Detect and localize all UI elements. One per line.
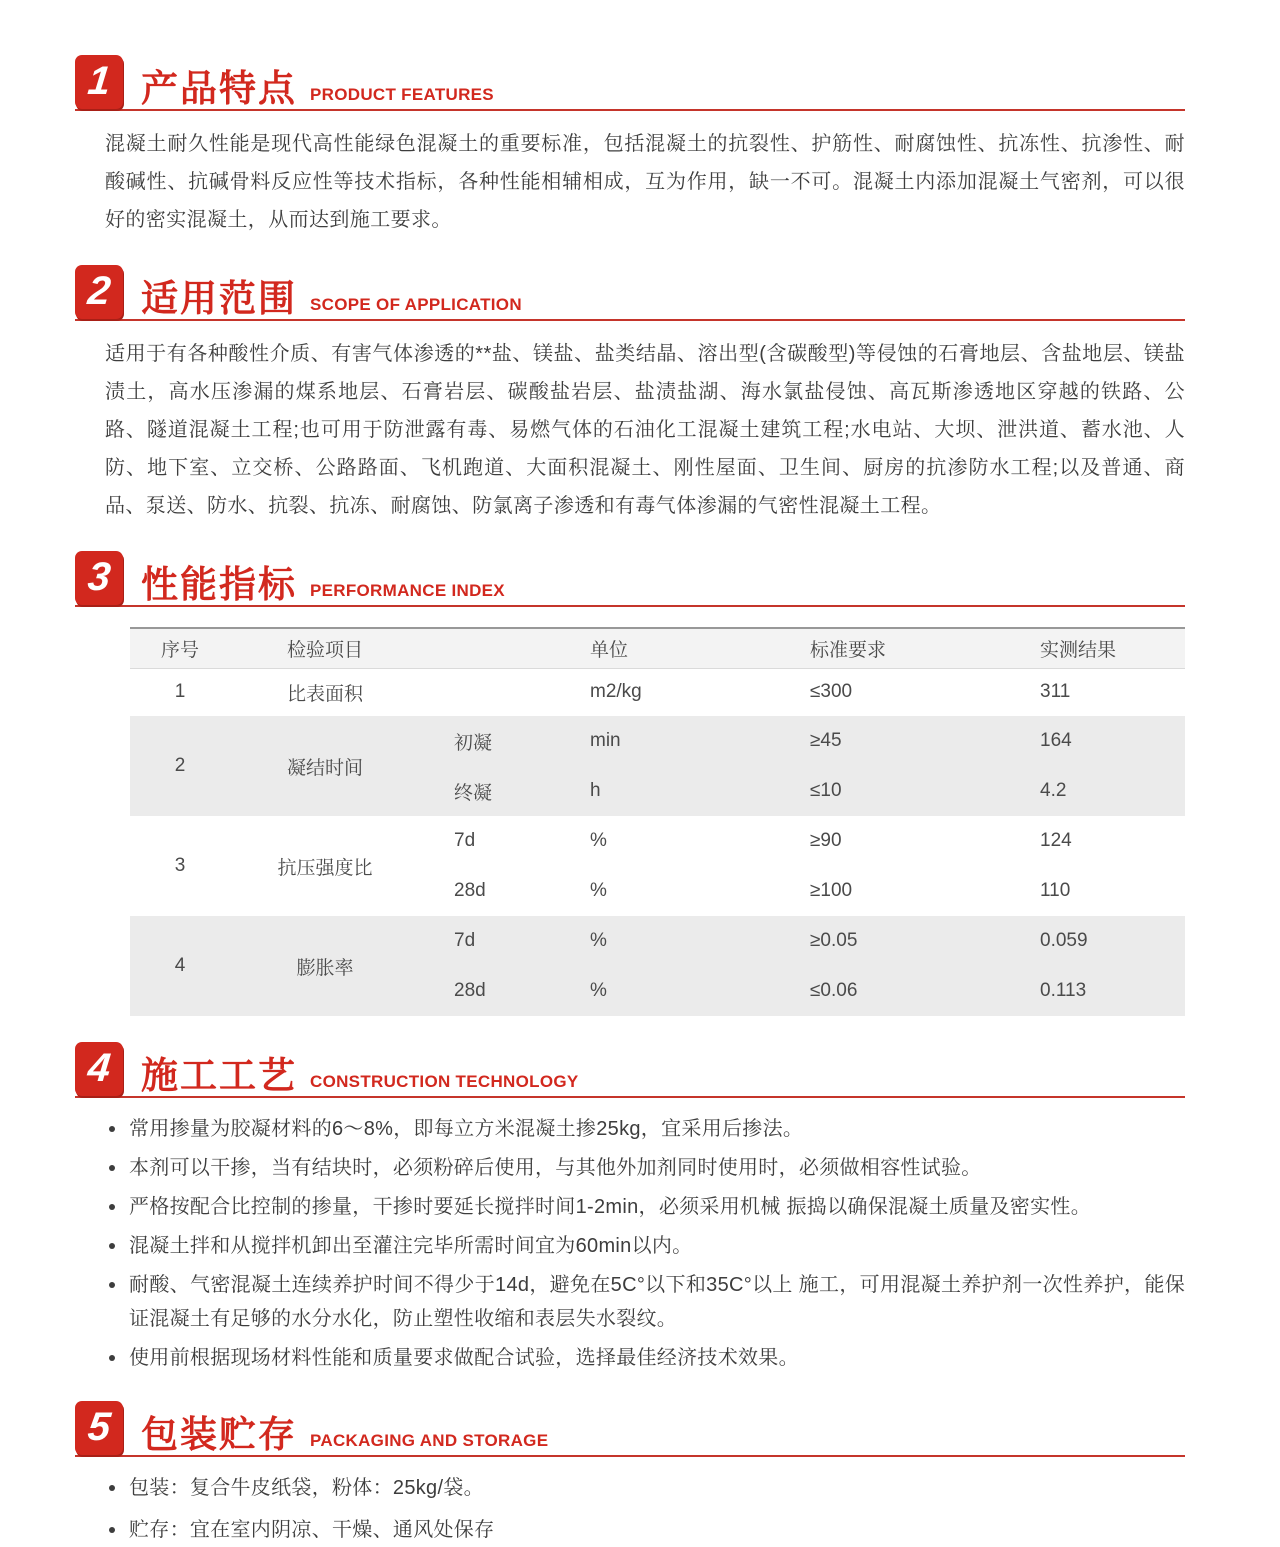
col-header-sub (420, 628, 560, 668)
cell-unit: % (590, 830, 607, 851)
list-item (109, 1513, 1185, 1547)
section-number-badge-5 (75, 1401, 123, 1455)
bullet-dot-icon (109, 1527, 115, 1533)
section-title-zh: 施工工艺 (141, 1055, 297, 1097)
section-header-3 (75, 551, 1185, 607)
section-packaging-storage (75, 1401, 1185, 1547)
table-header-row (130, 628, 1185, 668)
section-title-zh: 包装贮存 (141, 1414, 297, 1456)
bullet-dot-icon (109, 1243, 115, 1249)
cell-result: 164 (1040, 730, 1072, 751)
section-title-en: PRODUCT FEATURES (310, 85, 494, 104)
cell-standard: ≤10 (810, 780, 842, 801)
section-header-4 (75, 1042, 1185, 1098)
cell-seq: 2 (174, 755, 186, 776)
cell-standard: ≤0.06 (810, 980, 858, 1001)
section-number: 3 (85, 554, 113, 599)
cell-result: 110 (1040, 880, 1071, 901)
bullet-dot-icon (109, 1204, 115, 1210)
bullet-dot-icon (109, 1126, 115, 1132)
cell-result: 124 (1040, 830, 1072, 851)
cell-sub: 终凝 (454, 782, 493, 804)
cell-sub: 7d (454, 830, 476, 851)
performance-table (130, 627, 1185, 1016)
bullet-text: 本剂可以干掺，当有结块时，必须粉碎后使用，与其他外加剂同时使用时，必须做相容性试验。 (129, 1157, 982, 1179)
section-scope-of-application (75, 265, 1185, 525)
cell-sub (420, 668, 560, 716)
section-product-features (75, 55, 1185, 239)
cell-item: 膨胀率 (296, 957, 354, 979)
cell-seq: 4 (174, 955, 186, 976)
section-header-5 (75, 1401, 1185, 1457)
bullet-dot-icon (109, 1485, 115, 1491)
section-number-badge-2 (75, 265, 123, 319)
section-number-badge-1 (75, 55, 123, 109)
cell-result: 4.2 (1040, 780, 1067, 801)
cell-sub: 初凝 (454, 732, 493, 754)
section-titles (141, 1057, 579, 1096)
section-titles (141, 70, 494, 109)
bullet-dot-icon (109, 1355, 115, 1361)
section-title-zh: 适用范围 (141, 278, 297, 320)
section-number-badge-3 (75, 551, 123, 605)
cell-standard: ≥45 (810, 730, 842, 751)
cell-result: 0.113 (1040, 980, 1087, 1001)
cell-sub: 28d (454, 980, 486, 1001)
bullet-text: 包装：复合牛皮纸袋，粉体：25kg/袋。 (129, 1477, 484, 1499)
cell-seq: 1 (174, 681, 186, 703)
section-title-en: SCOPE OF APPLICATION (310, 295, 522, 314)
cell-item: 比表面积 (286, 683, 363, 705)
section-construction-technology (75, 1042, 1185, 1375)
cell-unit: % (590, 930, 607, 951)
cell-result: 311 (1040, 681, 1071, 703)
section-performance-index (75, 551, 1185, 1016)
section-title-en: CONSTRUCTION TECHNOLOGY (310, 1072, 579, 1091)
table-row (130, 668, 1185, 716)
cell-standard: ≤300 (810, 681, 853, 703)
section-body-text: 适用于有各种酸性介质、有害气体渗透的**盐、镁盐、盐类结晶、溶出型(含碳酸型)等侵蚀的石膏地层、含盐地层、镁盐渍土，高水压渗漏的煤系地层、石膏岩层、碳酸盐岩层、盐渍盐湖、海水氯盐侵蚀、高瓦斯渗透地区穿越的铁路、公路、隧道混凝土工程;也可用于防泄露有毒、易燃气体的石油化工混凝土建筑工程;水电站、大坝、泄洪道、蓄水池、人防、地下室、立交桥、公路路面、飞机跑道、大面积混凝土、刚性屋面、卫生间、厨房的抗渗防水工程;以及普通、商品、泵送、防水、抗裂、抗冻、耐腐蚀、防氯离子渗透和有毒气体渗漏的气密性混凝土工程。 (105, 343, 1185, 517)
bullet-text: 严格按配合比控制的掺量，干掺时要延长搅拌时间1-2min，必须采用机械 振捣以确保混凝土质量及密实性。 (129, 1196, 1091, 1218)
bullet-text: 常用掺量为胶凝材料的6～8%，即每立方米混凝土掺25kg，宜采用后掺法。 (129, 1118, 804, 1140)
bullet-text: 贮存：宜在室内阴凉、干燥、通风处保存 (129, 1519, 495, 1541)
section-body-text: 混凝土耐久性能是现代高性能绿色混凝土的重要标准，包括混凝土的抗裂性、护筋性、耐腐蚀性、抗冻性、抗渗性、耐酸碱性、抗碱骨料反应性等技术指标，各种性能相辅相成，互为作用，缺一不可。混凝土内添加混凝土气密剂，可以很好的密实混凝土，从而达到施工要求。 (105, 133, 1185, 231)
col-header-unit: 单位 (590, 639, 629, 661)
col-header-standard: 标准要求 (810, 639, 887, 661)
table-row (130, 916, 1185, 966)
cell-item: 凝结时间 (286, 757, 363, 779)
bullet-text: 混凝土拌和从搅拌机卸出至灌注完毕所需时间宜为60min以内。 (129, 1235, 693, 1257)
list-item (109, 1229, 1185, 1263)
col-header-test-item: 检验项目 (286, 639, 363, 661)
cell-unit: % (590, 880, 607, 901)
list-item (109, 1112, 1185, 1146)
section-title-zh: 产品特点 (141, 68, 297, 110)
table-row (130, 816, 1185, 866)
construction-bullet-list (75, 1112, 1185, 1375)
cell-unit: m2/kg (590, 681, 642, 703)
section-titles (141, 566, 505, 605)
bullet-text: 使用前根据现场材料性能和质量要求做配合试验，选择最佳经济技术效果。 (129, 1347, 799, 1369)
section-number: 5 (85, 1404, 113, 1449)
list-item (109, 1268, 1185, 1336)
section-header-1 (75, 55, 1185, 111)
cell-standard: ≥100 (810, 880, 853, 901)
list-item (109, 1190, 1185, 1224)
cell-item: 抗压强度比 (277, 857, 373, 879)
section-titles (141, 280, 522, 319)
section-number-badge-4 (75, 1042, 123, 1096)
bullet-dot-icon (109, 1282, 115, 1288)
cell-standard: ≥0.05 (810, 930, 858, 951)
section-titles (141, 1416, 548, 1455)
bullet-text: 耐酸、气密混凝土连续养护时间不得少于14d，避免在5C°以下和35C°以上 施工，可用混凝土养护剂一次性养护，能保证混凝土有足够的水分水化，防止塑性收缩和表层失水裂纹。 (129, 1274, 1185, 1330)
list-item (109, 1471, 1185, 1505)
col-header-seq: 序号 (160, 639, 199, 661)
section-title-en: PACKAGING AND STORAGE (310, 1431, 549, 1450)
section-number: 2 (85, 268, 113, 313)
list-item (109, 1151, 1185, 1185)
list-item (109, 1341, 1185, 1375)
cell-standard: ≥90 (810, 830, 842, 851)
bullet-dot-icon (109, 1165, 115, 1171)
cell-unit: h (590, 780, 601, 801)
table-row (130, 716, 1185, 766)
cell-unit: min (590, 730, 621, 751)
cell-sub: 28d (454, 880, 486, 901)
cell-unit: % (590, 980, 607, 1001)
section-title-zh: 性能指标 (141, 564, 297, 606)
packaging-bullet-list (75, 1471, 1185, 1547)
cell-sub: 7d (454, 930, 476, 951)
section-number: 4 (85, 1045, 113, 1090)
section-title-en: PERFORMANCE INDEX (310, 581, 505, 600)
col-header-result: 实测结果 (1040, 639, 1117, 661)
cell-seq: 3 (174, 855, 186, 876)
section-header-2 (75, 265, 1185, 321)
cell-result: 0.059 (1040, 930, 1088, 951)
section-number: 1 (85, 58, 113, 103)
